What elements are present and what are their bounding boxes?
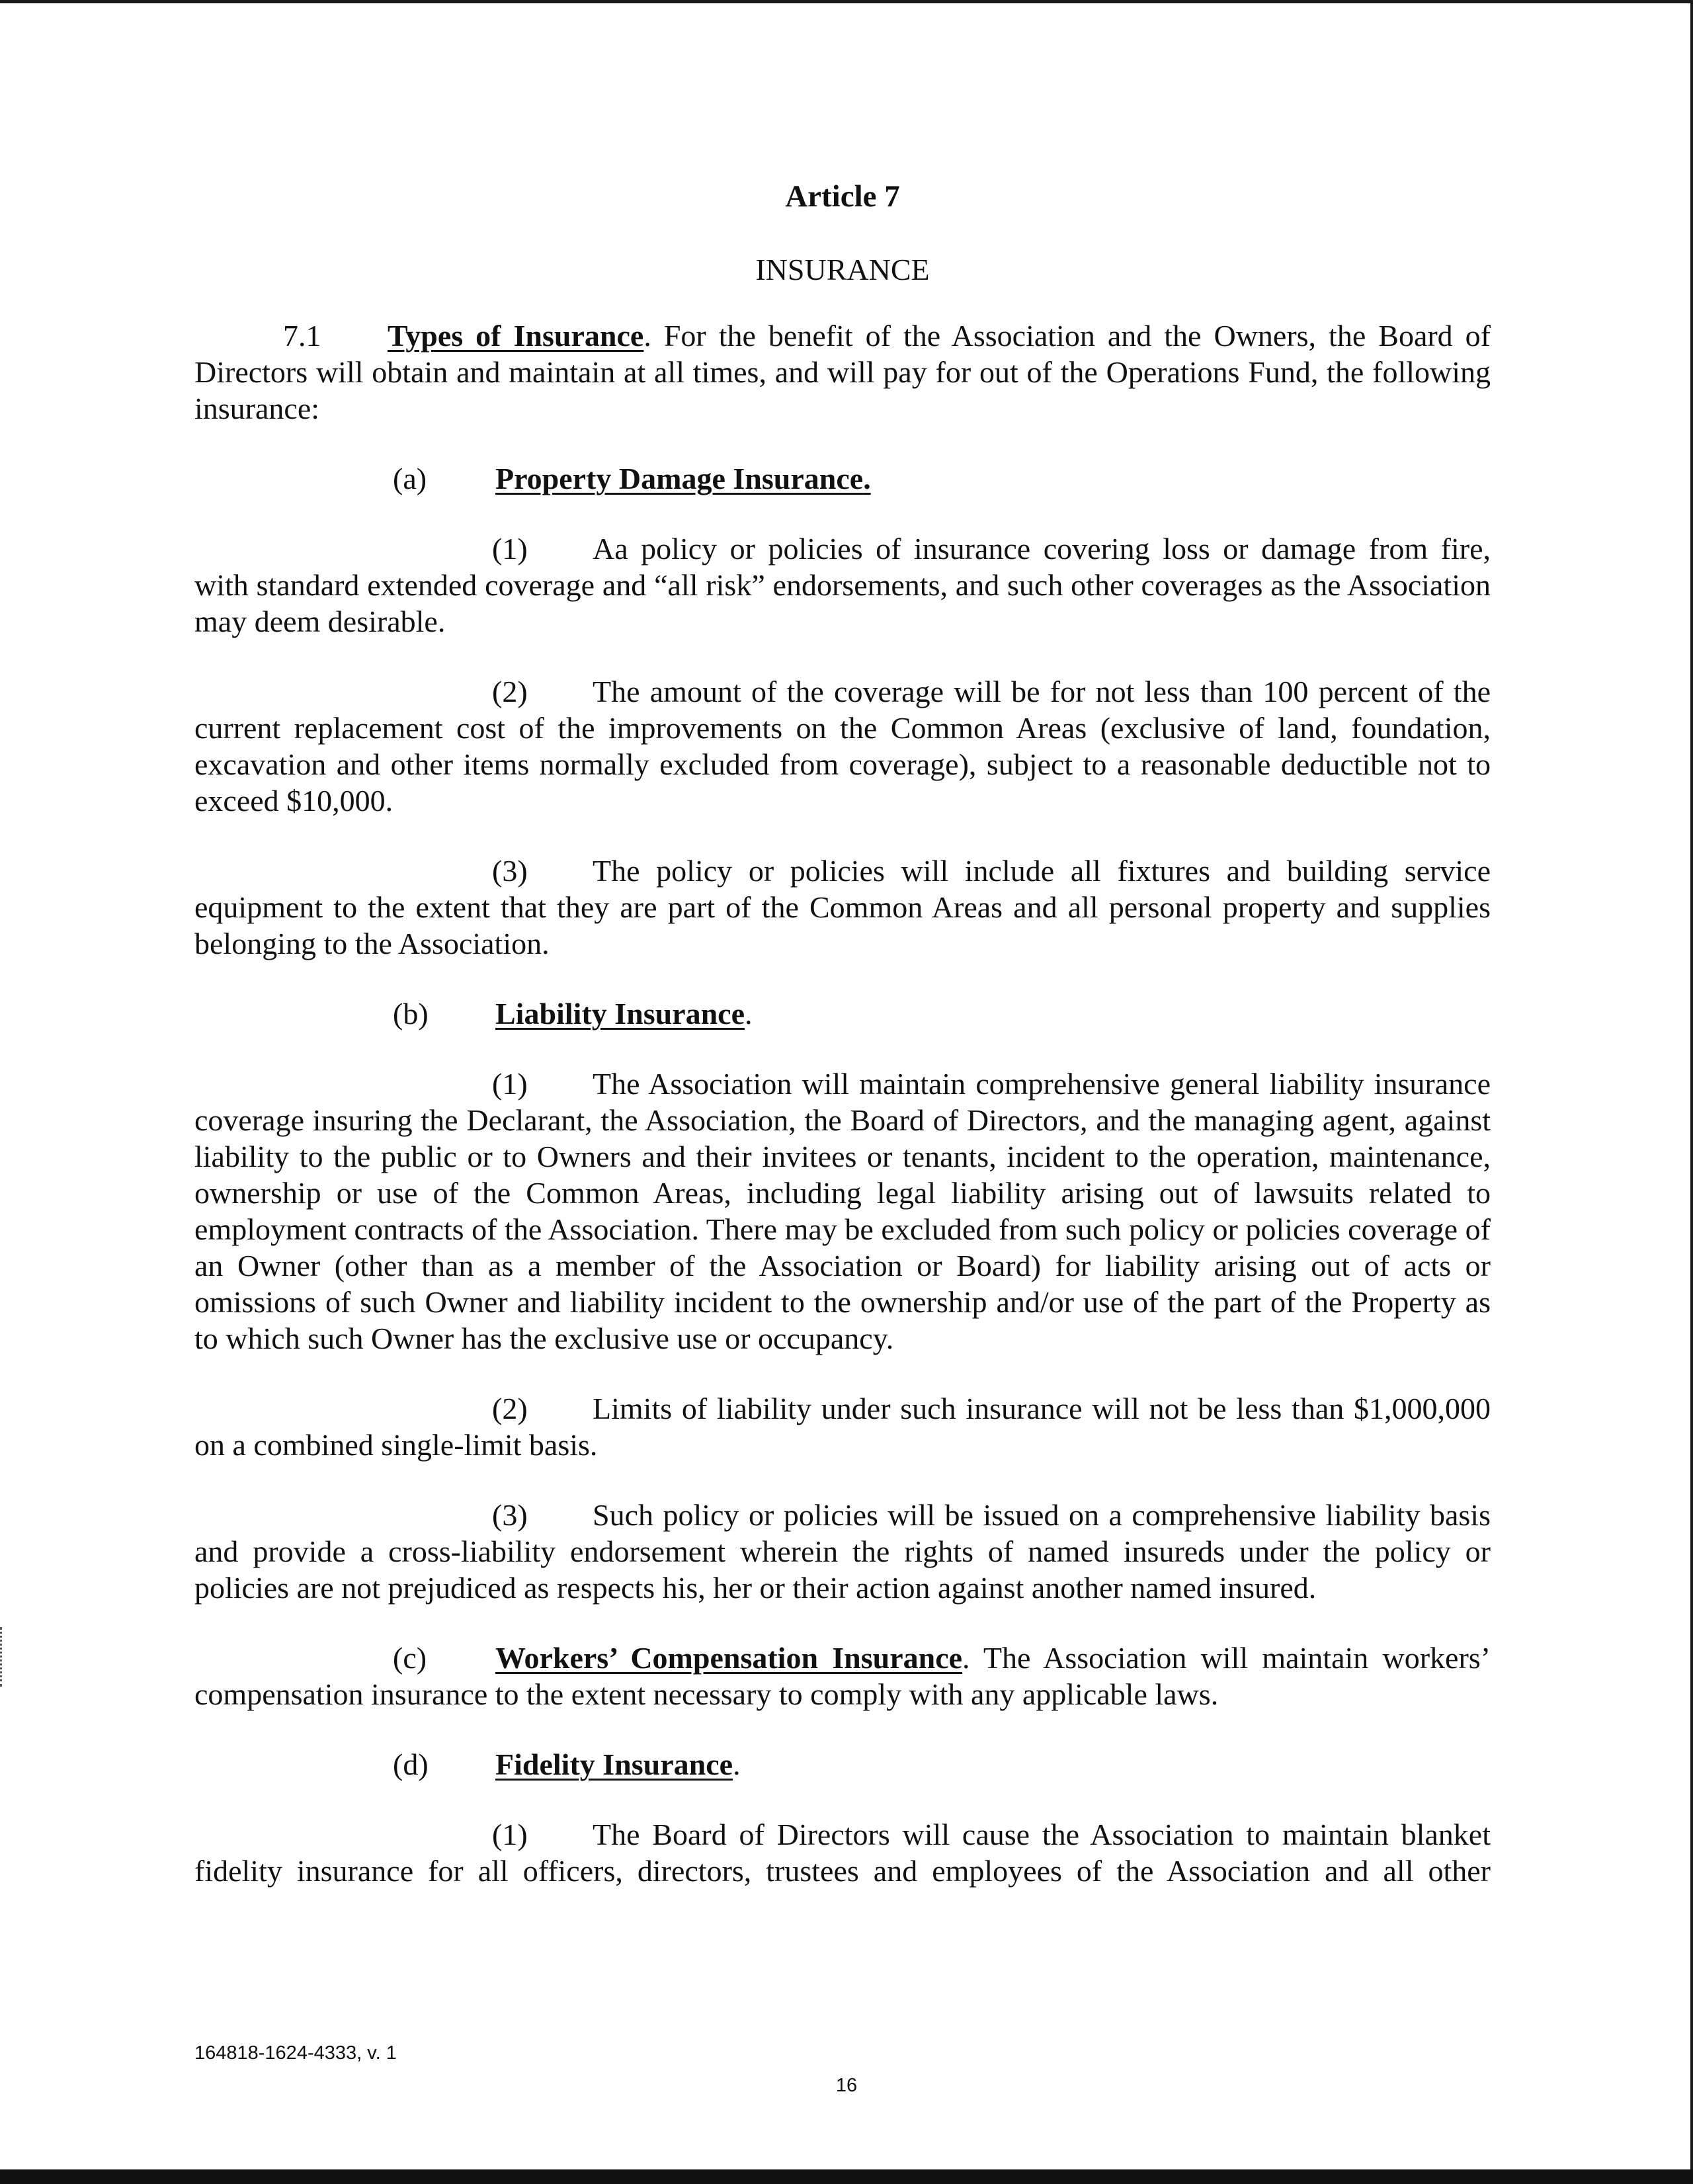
subsection-text: . The Association will maintain workers’ compensation insurance to the extent necessary to comply with any applicable laws. xyxy=(194,1641,1491,1711)
list-item xyxy=(194,853,1491,962)
item-text: The amount of the coverage will be for not less than 100 percent of the current replacement cost of the improvements on the Common Areas (exclusive of land, foundation, excavation and other items normally excluded from coverage), subject to a reasonable deductible not to exceed $10,000. xyxy=(194,675,1491,818)
list-item xyxy=(194,1497,1491,1606)
subsection-b-heading xyxy=(393,995,1491,1032)
article-subtitle: INSURANCE xyxy=(755,253,930,286)
subsection-letter: (a) xyxy=(393,462,427,495)
subsection-suffix: . xyxy=(863,462,871,495)
subsection-title: Property Damage Insurance xyxy=(495,462,864,495)
subsection-letter: (b) xyxy=(393,997,429,1030)
list-item xyxy=(194,1816,1491,1889)
item-text: Aa policy or policies of insurance covering loss or damage from fire, with standard extended coverage and “all risk” endorsements, and such other coverages as the Association may deem desirable. xyxy=(194,532,1491,638)
section-number: 7.1 xyxy=(283,319,321,353)
scan-edge-marks xyxy=(0,1627,5,1687)
item-number: (1) xyxy=(492,532,528,566)
scan-edge-top xyxy=(0,0,1693,3)
subsection-title: Fidelity Insurance xyxy=(495,1747,733,1781)
subsection-letter: (d) xyxy=(393,1747,429,1781)
subsection-title: Workers’ Compensation Insurance xyxy=(495,1641,963,1675)
section-7-1 xyxy=(194,317,1491,427)
list-item xyxy=(194,1390,1491,1463)
subsection-d-heading xyxy=(393,1746,1491,1783)
list-item xyxy=(194,673,1491,819)
item-number: (2) xyxy=(492,675,528,708)
list-item xyxy=(194,1066,1491,1357)
scan-edge-right xyxy=(1690,0,1693,2184)
item-text: The Board of Directors will cause the Association to maintain blanket fidelity insurance for all officers, directors, trustees and employees of the Association and all other xyxy=(194,1818,1491,1888)
item-text: Such policy or policies will be issued on a comprehensive liability basis and provide a cross-liability endorsement wherein the rights of named insureds under the policy or policies are not prejudiced as respects his, her or their action against another named insured. xyxy=(194,1498,1491,1605)
subsection-letter: (c) xyxy=(393,1641,427,1675)
item-text: Limits of liability under such insurance will not be less than $1,000,000 on a combined single-limit basis. xyxy=(194,1392,1491,1462)
document-id: 164818-1624-4333, v. 1 xyxy=(194,2042,397,2064)
document-body xyxy=(194,179,1491,1889)
item-text: The Association will maintain comprehensive general liability insurance coverage insuring the Declarant, the Association, the Board of Directors, and the managing agent, against liability to the public or to Owners and their invitees or tenants, incident to the operation, maintenance, ownership or use of the Common Areas, including legal liability arising out of lawsuits related to employment contracts of the Association. There may be excluded from such policy or policies coverage of an Owner (other than as a member of the Association or Board) for liability arising out of acts or omissions of such Owner and liability incident to the ownership and/or use of the part of the Property as to which such Owner has the exclusive use or occupancy. xyxy=(194,1067,1491,1355)
section-heading: Types of Insurance xyxy=(388,319,644,353)
article-title: Article 7 xyxy=(785,179,900,214)
item-number: (2) xyxy=(492,1392,528,1425)
subsection-a-heading xyxy=(393,460,1491,497)
scan-edge-bottom xyxy=(0,2169,1693,2184)
item-number: (1) xyxy=(492,1818,528,1851)
page-number: 16 xyxy=(835,2075,858,2096)
item-number: (1) xyxy=(492,1067,528,1101)
subsection-title: Liability Insurance xyxy=(495,997,745,1030)
list-item xyxy=(194,530,1491,640)
subsection-suffix: . xyxy=(745,997,753,1030)
item-number: (3) xyxy=(492,854,528,888)
subsection-c xyxy=(194,1640,1491,1712)
item-number: (3) xyxy=(492,1498,528,1532)
item-text: The policy or policies will include all fixtures and building service equipment to the extent that they are part of the Common Areas and all personal property and supplies belonging to the Association. xyxy=(194,854,1491,960)
subsection-suffix: . xyxy=(733,1747,741,1781)
section-text: . For the benefit of the Association and the Owners, the Board of Directors will obtain and maintain at all times, and will pay for out of the Operations Fund, the following insurance: xyxy=(194,319,1491,425)
